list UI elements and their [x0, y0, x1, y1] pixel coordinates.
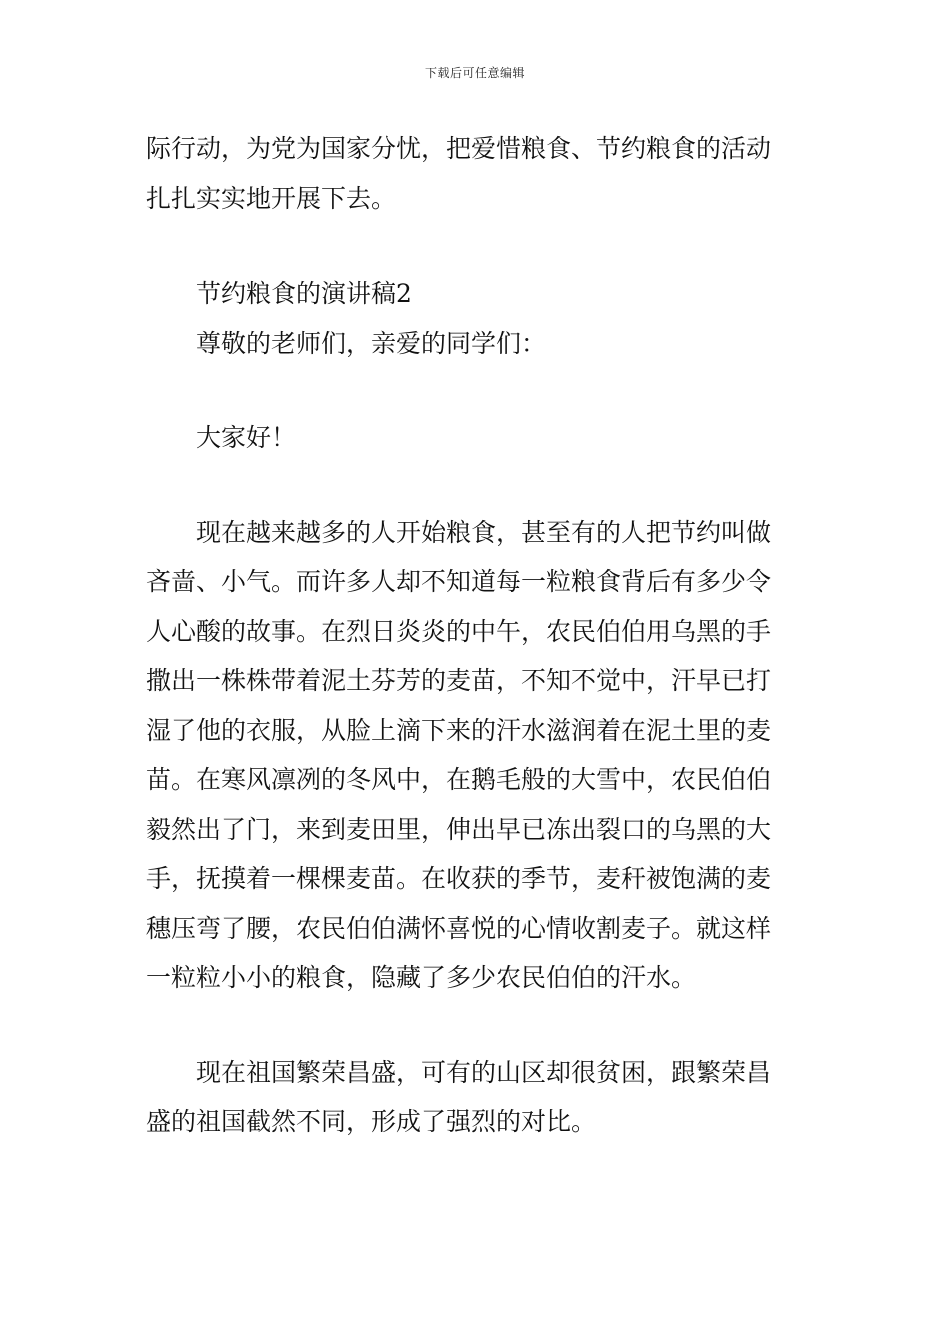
document-body: [146, 124, 816, 1147]
text-line: 盛的祖国截然不同，形成了强烈的对比。: [146, 1107, 597, 1136]
spacer: [146, 1003, 816, 1048]
text-line: 际行动，为党为国家分忧，把爱惜粮食、节约粮食的活动: [146, 134, 772, 163]
salutation: [146, 319, 816, 369]
paragraph-body-2: [146, 1048, 816, 1147]
speech-title: [146, 269, 816, 319]
spacer: [146, 223, 816, 269]
text-line: 一粒粒小小的粮食，隐藏了多少农民伯伯的汗水。: [146, 963, 697, 992]
text-line: 人心酸的故事。在烈日炎炎的中午，农民伯伯用乌黑的手: [146, 616, 772, 646]
text-line: 手，抚摸着一棵棵麦苗。在收获的季节，麦秆被饱满的麦: [146, 864, 772, 893]
text-line: 穗压弯了腰，农民伯伯满怀喜悦的心情收割麦子。就这样: [146, 913, 772, 943]
spacer: [146, 463, 816, 508]
text-line: 现在越来越多的人开始粮食，甚至有的人把节约叫做: [196, 517, 772, 547]
salutation-text: 尊敬的老师们，亲爱的同学们：: [196, 328, 547, 358]
greeting-text: 大家好！: [196, 423, 297, 452]
text-line: 扎扎实实地开展下去。: [146, 183, 397, 213]
paragraph-body-1: [146, 508, 816, 1003]
text-line: 毅然出了门，来到麦田里，伸出早已冻出裂口的乌黑的大: [146, 814, 772, 844]
speech-title-text: 节约粮食的演讲稿2: [196, 279, 412, 308]
spacer: [146, 368, 816, 413]
text-line: 现在祖国繁荣昌盛，可有的山区却很贫困，跟繁荣昌: [196, 1057, 772, 1087]
page-header: 下载后可任意编辑: [424, 66, 525, 80]
text-line: 湿了他的衣服，从脸上滴下来的汗水滋润着在泥土里的麦: [146, 715, 772, 745]
text-line: 苗。在寒风凛冽的冬风中，在鹅毛般的大雪中，农民伯伯: [146, 765, 772, 794]
text-line: 吝啬、小气。而许多人却不知道每一粒粮食背后有多少令: [146, 567, 772, 596]
greeting: [146, 413, 816, 463]
paragraph-continuation: [146, 124, 816, 223]
text-line: 撒出一株株带着泥土芬芳的麦苗，不知不觉中，汗早已打: [146, 666, 772, 695]
